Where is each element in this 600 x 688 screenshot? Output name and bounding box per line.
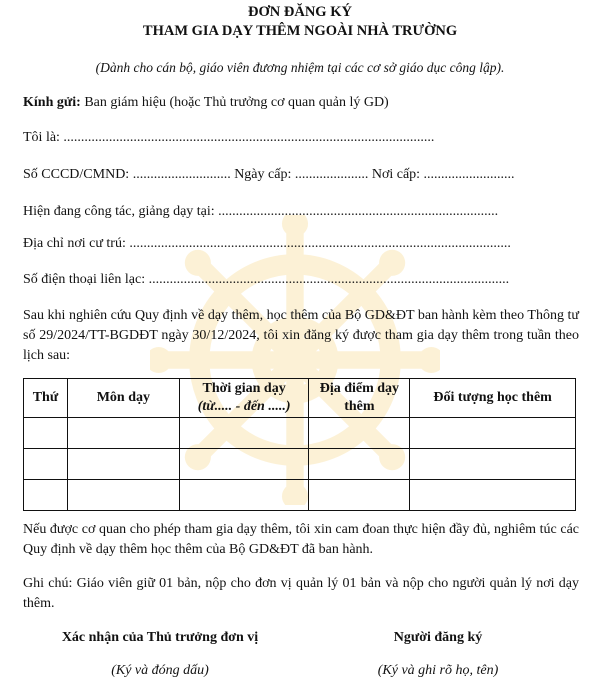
table-cell[interactable]: [24, 480, 68, 511]
table-cell[interactable]: [179, 480, 309, 511]
id-card-field[interactable]: Số CCCD/CMND: ............................ Ngày cấp: ..................... Nơi cấp: ..........................: [23, 167, 515, 182]
col-time-header: [179, 379, 309, 418]
form-title-line1: ĐƠN ĐĂNG KÝ: [248, 4, 352, 20]
left-signature-block: [30, 630, 290, 679]
table-cell[interactable]: [309, 449, 410, 480]
col-time-title: Thời gian dạy: [202, 381, 286, 396]
table-cell[interactable]: [309, 418, 410, 449]
left-signature-note: (Ký và đóng dấu): [111, 663, 209, 678]
phone-field[interactable]: Số điện thoại liên lạc: .......................................................................................................: [23, 272, 510, 287]
table-cell[interactable]: [67, 480, 179, 511]
col-time-range: (từ..... - đến .....): [197, 399, 291, 414]
schedule-table-header: [24, 379, 576, 418]
table-cell[interactable]: [179, 449, 309, 480]
table-cell[interactable]: [410, 449, 576, 480]
right-signature-note: (Ký và ghi rõ họ, tên): [377, 663, 499, 678]
table-row: [24, 418, 576, 449]
table-cell[interactable]: [309, 480, 410, 511]
name-field[interactable]: Tôi là: ..........................................................................................................: [23, 130, 435, 145]
table-row: [24, 480, 576, 511]
table-row: [24, 449, 576, 480]
table-cell[interactable]: [410, 480, 576, 511]
col-location-header: [309, 379, 410, 418]
recipient-label: Kính gửi:: [23, 95, 81, 110]
table-cell[interactable]: [24, 449, 68, 480]
recipient-value: Ban giám hiệu (hoặc Thủ trưởng cơ quan quản lý GD): [80, 95, 389, 110]
right-signature-title: Người đăng ký: [393, 630, 483, 645]
col-day-header: Thứ: [24, 379, 68, 418]
intro-paragraph: Sau khi nghiên cứu Quy định về dạy thêm, học thêm của Bộ GD&ĐT ban hành kèm theo Thông tư số 29/2024/TT-BGDĐT ngày 30/12/2024, tôi xin đăng ký được tham gia dạy thêm trong tuần theo lịch sau:: [23, 308, 579, 363]
right-signature-block: [308, 630, 568, 679]
col-location-title-2: thêm: [344, 399, 375, 414]
table-cell[interactable]: [179, 418, 309, 449]
form-title-line2: THAM GIA DẠY THÊM NGOÀI NHÀ TRƯỜNG: [142, 23, 458, 39]
table-cell[interactable]: [24, 418, 68, 449]
left-signature-title: Xác nhận của Thủ trưởng đơn vị: [61, 630, 259, 645]
schedule-table: [23, 378, 576, 511]
workplace-field[interactable]: Hiện đang công tác, giảng dạy tại: ................................................................................: [23, 204, 499, 219]
form-subtitle: (Dành cho cán bộ, giáo viên đương nhiệm tại các cơ sở giáo dục công lập).: [95, 60, 505, 75]
commitment-paragraph: Nếu được cơ quan cho phép tham gia dạy thêm, tôi xin cam đoan thực hiện đầy đủ, nghiêm túc các Quy định về dạy thêm học thêm của Bộ GD&ĐT đã ban hành.: [23, 522, 579, 557]
col-subject-header: Môn dạy: [67, 379, 179, 418]
table-cell[interactable]: [410, 418, 576, 449]
table-cell[interactable]: [67, 449, 179, 480]
recipient-line: [23, 95, 583, 111]
table-cell[interactable]: [67, 418, 179, 449]
col-location-title-1: Địa điểm dạy: [319, 381, 400, 396]
col-students-header: Đối tượng học thêm: [410, 379, 576, 418]
note-paragraph: Ghi chú: Giáo viên giữ 01 bản, nộp cho đơn vị quản lý 01 bản và nộp cho người quản lý nơi dạy thêm.: [23, 576, 579, 611]
address-field[interactable]: Địa chỉ nơi cư trú: .............................................................................................................: [23, 236, 511, 251]
